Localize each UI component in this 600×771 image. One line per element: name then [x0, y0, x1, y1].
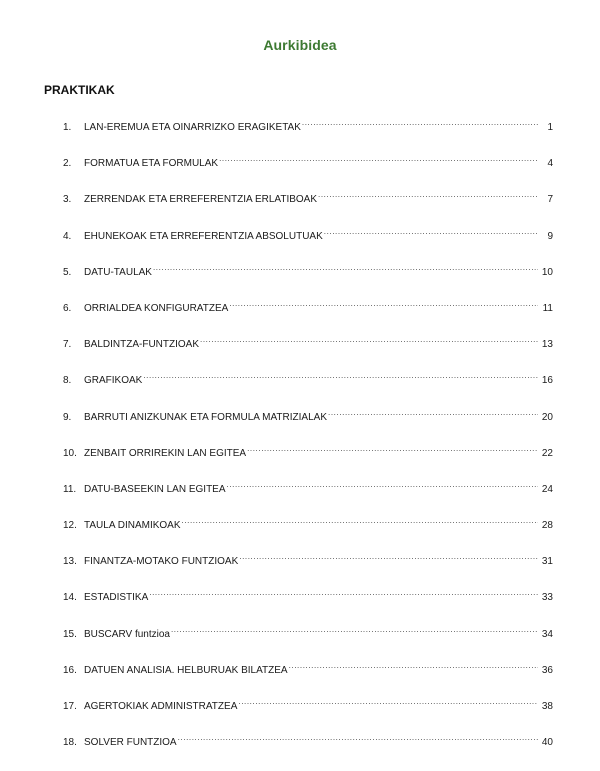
- toc-entry-page-number[interactable]: 13: [541, 339, 553, 351]
- toc-entry-label[interactable]: SOLVER FUNTZIOA: [84, 737, 177, 749]
- toc-dot-leader: [149, 590, 538, 600]
- toc-entry-number: 4.: [63, 230, 72, 242]
- toc-entry-number: 18.: [63, 737, 77, 749]
- toc-entry[interactable]: [63, 337, 553, 373]
- toc-entry-page-number[interactable]: 36: [541, 664, 553, 676]
- toc-entry[interactable]: [63, 192, 553, 228]
- toc-entry-page-number[interactable]: 24: [541, 483, 553, 495]
- toc-entry[interactable]: [63, 446, 553, 482]
- toc-entry-label[interactable]: BUSCARV funtzioa: [84, 628, 170, 640]
- toc-entry-page-number[interactable]: 28: [541, 520, 553, 532]
- toc-entry-number: 11.: [63, 483, 77, 495]
- toc-entry-label[interactable]: BALDINTZA-FUNTZIOAK: [84, 339, 200, 351]
- toc-title: Aurkibidea: [263, 37, 337, 53]
- toc-dot-leader: [318, 192, 538, 202]
- toc-dot-leader: [200, 337, 538, 347]
- toc-dot-leader: [219, 156, 538, 166]
- toc-entry-label[interactable]: LAN-EREMUA ETA OINARRIZKO ERAGIKETAK: [84, 122, 301, 133]
- toc-entry[interactable]: [63, 229, 553, 265]
- toc-entry[interactable]: [63, 120, 553, 156]
- toc-entry-page-number[interactable]: 9: [547, 230, 553, 242]
- toc-dot-leader: [247, 446, 538, 456]
- toc-entry-label[interactable]: ORRIALDEA KONFIGURATZEA: [84, 302, 229, 314]
- toc-entry-label[interactable]: GRAFIKOAK: [84, 375, 143, 387]
- toc-dot-leader: [302, 120, 538, 130]
- toc-entry-number: 1.: [63, 122, 72, 133]
- toc-entry-number: 17.: [63, 701, 77, 712]
- toc-dot-leader: [227, 482, 538, 492]
- toc-dot-leader: [289, 663, 538, 673]
- toc-entry-number: 12.: [63, 520, 77, 532]
- toc-entry[interactable]: [63, 156, 553, 192]
- toc-entry-page-number[interactable]: 31: [541, 556, 553, 568]
- toc-entry-page-number[interactable]: 20: [541, 411, 553, 423]
- toc-entry[interactable]: [63, 265, 553, 301]
- toc-entry-number: 6.: [63, 302, 72, 314]
- toc-entry-number: 13.: [63, 556, 77, 568]
- toc-dot-leader: [153, 265, 538, 275]
- toc-dot-leader: [178, 735, 538, 745]
- toc-entry-label[interactable]: DATUEN ANALISIA. HELBURUAK BILATZEA: [84, 664, 288, 676]
- toc-entry-label[interactable]: ZERRENDAK ETA ERREFERENTZIA ERLATIBOAK: [84, 194, 318, 206]
- toc-entry-number: 16.: [63, 664, 77, 676]
- toc-entry-number: 9.: [63, 411, 72, 423]
- toc-entry-page-number[interactable]: 40: [541, 737, 553, 749]
- toc-entry-number: 15.: [63, 628, 77, 640]
- toc-entry-page-number[interactable]: 22: [541, 447, 553, 459]
- toc-dot-leader: [238, 699, 538, 709]
- toc-entry[interactable]: [63, 301, 553, 337]
- toc-entry-page-number[interactable]: 16: [541, 375, 553, 387]
- toc-entry[interactable]: [63, 410, 553, 446]
- toc-dot-leader: [182, 518, 538, 528]
- toc-dot-leader: [171, 627, 538, 637]
- toc-entry[interactable]: [63, 373, 553, 409]
- toc-entry-label[interactable]: EHUNEKOAK ETA ERREFERENTZIA ABSOLUTUAK: [84, 230, 323, 242]
- toc-dot-leader: [328, 410, 538, 420]
- toc-entry-number: 14.: [63, 592, 77, 604]
- toc-entry-label[interactable]: TAULA DINAMIKOAK: [84, 520, 181, 532]
- toc-entry-label[interactable]: FINANTZA-MOTAKO FUNTZIOAK: [84, 556, 239, 568]
- toc-entry-number: 8.: [63, 375, 72, 387]
- toc-entry[interactable]: [63, 735, 553, 771]
- toc-entry-label[interactable]: DATU-BASEEKIN LAN EGITEA: [84, 483, 226, 495]
- toc-entry[interactable]: [63, 554, 553, 590]
- toc-dot-leader: [324, 229, 538, 239]
- toc-entry[interactable]: [63, 482, 553, 518]
- toc-entry-number: 10.: [63, 447, 77, 459]
- toc-entry-label[interactable]: AGERTOKIAK ADMINISTRATZEA: [84, 701, 238, 712]
- toc-entry[interactable]: [63, 663, 553, 699]
- section-heading: PRAKTIKAK: [44, 83, 115, 97]
- toc-dot-leader: [239, 554, 538, 564]
- toc-entry[interactable]: [63, 518, 553, 554]
- toc-dot-leader: [143, 373, 538, 383]
- toc-entry-page-number[interactable]: 34: [541, 628, 553, 640]
- toc-dot-leader: [229, 301, 538, 311]
- toc-entry[interactable]: [63, 627, 553, 663]
- toc-entry-number: 2.: [63, 158, 72, 170]
- toc-entry[interactable]: [63, 699, 553, 735]
- toc-list: [63, 120, 553, 771]
- toc-entry-label[interactable]: ZENBAIT ORRIREKIN LAN EGITEA: [84, 447, 247, 459]
- toc-entry-number: 7.: [63, 339, 72, 351]
- toc-entry-page-number[interactable]: 10: [541, 266, 553, 278]
- toc-entry-number: 3.: [63, 194, 72, 206]
- toc-entry-label[interactable]: FORMATUA ETA FORMULAK: [84, 158, 219, 170]
- toc-entry-number: 5.: [63, 266, 72, 278]
- toc-entry-page-number[interactable]: 1: [547, 122, 553, 133]
- toc-entry-page-number[interactable]: 7: [547, 194, 553, 206]
- toc-entry-label[interactable]: BARRUTI ANIZKUNAK ETA FORMULA MATRIZIALAK: [84, 411, 328, 423]
- toc-entry-page-number[interactable]: 11: [542, 302, 553, 314]
- toc-entry[interactable]: [63, 590, 553, 626]
- toc-entry-page-number[interactable]: 33: [541, 592, 553, 604]
- toc-entry-label[interactable]: DATU-TAULAK: [84, 266, 152, 278]
- toc-entry-label[interactable]: ESTADISTIKA: [84, 592, 149, 604]
- toc-entry-page-number[interactable]: 38: [541, 701, 553, 712]
- toc-entry-page-number[interactable]: 4: [547, 158, 553, 170]
